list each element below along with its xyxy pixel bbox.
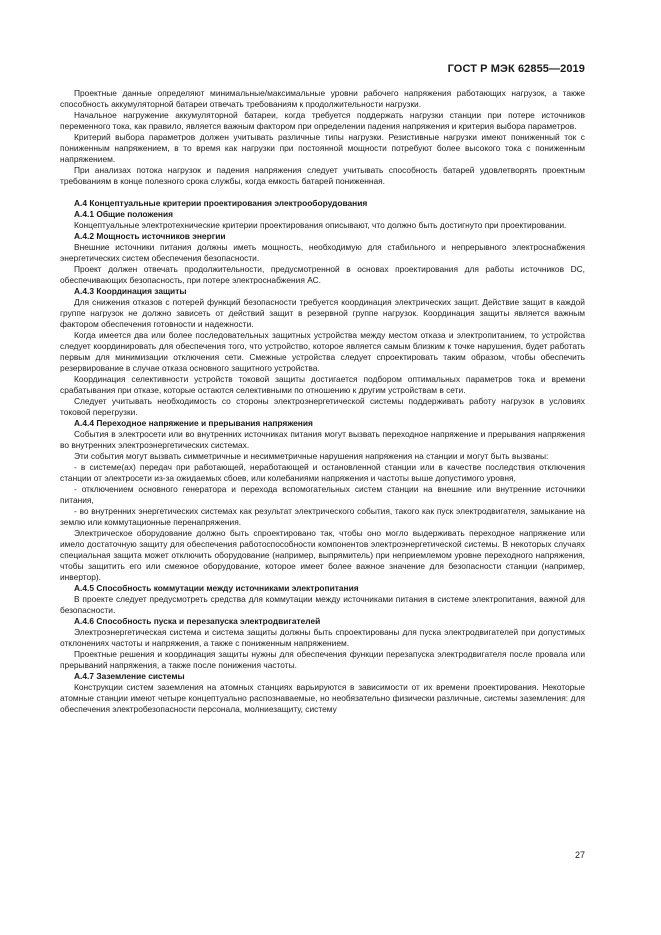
paragraph: Концептуальные электротехнические критерии проектирования описывают, что должно быть достигнуто при проектировании. — [74, 220, 567, 230]
paragraph: Эти события могут вызвать симметричные и несимметричные нарушения напряжения на станции и могут быть вызваны: — [74, 451, 549, 461]
subsection-heading-a4-2: А.4.2 Мощность источников энергии — [74, 231, 226, 241]
paragraph: Проектные данные определяют минимальные/максимальные уровни рабочего напряжения работающих нагрузок, а также способность аккумуляторной батареи отвечать требованиям к продолжительности нагрузки. — [60, 88, 585, 109]
paragraph: При анализах потока нагрузок и падения напряжения следует учитывать способность батарей удовлетворять проектным требованиям в конце полезного срока службы, когда емкость батарей пониженная. — [60, 165, 585, 186]
list-item: - отключением основного генератора и перехода вспомогательных систем станции на внешние или внутренние источники питания, — [60, 484, 585, 505]
paragraph: В проекте следует предусмотреть средства для коммутации между источниками питания в системе электропитания, важной для безопасности. — [60, 594, 585, 615]
subsection-heading-a4-1: А.4.1 Общие положения — [74, 209, 173, 219]
paragraph: Проект должен отвечать продолжительности, предусмотренной в основах проектирования для работы источников DC, обеспечивающих безопасность, при потере электроснабжения АС. — [60, 264, 585, 285]
paragraph: Для снижения отказов с потерей функций безопасности требуется координация электрических защит. Действие защит в каждой группе нагрузок не должно зависеть от действий защит в резервной группе нагрузок. Координация защиты является важным фактором обеспечения готовности и надежности. — [60, 297, 585, 329]
paragraph: Электрическое оборудование должно быть спроектировано так, чтобы оно могло выдерживать переходное напряжение или имело достаточную защиту для обеспечения работоспособности компонентов электроэнергетической системы. В некоторых случаях специальная защита может отключить оборудование (например, выпрямитель) при неприемлемом уровне переходного напряжения, чтобы защитить его или смежное оборудование, которое имеет более важное значение для безопасности станции (например, инвертор). — [60, 528, 585, 582]
subsection-heading-a4-4: А.4.4 Переходное напряжение и прерывания напряжения — [74, 418, 313, 428]
paragraph: Следует учитывать необходимость со стороны электроэнергетической системы поддерживать работу нагрузок в условиях токовой перегрузки. — [60, 396, 585, 417]
subsection-heading-a4-5: А.4.5 Способность коммутации между источниками электропитания — [74, 583, 359, 593]
paragraph: Проектные решения и координация защиты нужны для обеспечения функции перезапуска электродвигателя после провала или прерываний напряжения, а также после понижения частоты. — [60, 649, 585, 670]
subsection-heading-a4-3: А.4.3 Координация защиты — [74, 286, 187, 296]
paragraph: Координация селективности устройств токовой защиты достигается подбором оптимальных параметров тока и времени срабатывания при отказе, которые остаются селективными по отношению к другим устройствам в сети. — [60, 374, 585, 395]
page-number: 27 — [574, 850, 585, 860]
standard-designation: ГОСТ Р МЭК 62855—2019 — [447, 63, 585, 75]
section-heading-a4: А.4 Концептуальные критерии проектирования электрооборудования — [74, 198, 368, 208]
paragraph: События в электросети или во внутренних источниках питания могут вызвать переходное напряжение и прерывания напряжения во внутренних электроэнергетических системах. — [60, 429, 585, 450]
paragraph: Когда имеется два или более последовательных защитных устройства между местом отказа и электропитанием, то устройства следует координировать для обеспечения того, что устройство, которое является самым близким к точке нарушения, будет работать первым для минимизации отключения сети. Смежные устройства следует спроектировать таким образом, чтобы обеспечить резервирование в случае отказа основного защитного устройства. — [60, 330, 585, 373]
list-item: - в системе(ах) передач при работающей, неработающей и остановленной станции или в качестве последствия отключения станции от электросети из-за ожидаемых сбоев, или колебаниями напряжения и частоты выше допустимого уровня, — [60, 462, 585, 483]
paragraph: Критерий выбора параметров должен учитывать различные типы нагрузки. Резистивные нагрузки имеют пониженный ток с пониженным напряжением, в то время как нагрузки при постоянной мощности потребуют более высокого тока с пониженным напряжением. — [60, 132, 585, 164]
paragraph: Электроэнергетическая система и система защиты должны быть спроектированы для пуска электродвигателей при допустимых отклонениях частоты и напряжения, а также с пониженным напряжением. — [60, 627, 585, 648]
list-item: - во внутренних энергетических системах как результат электрического события, такого как пуск электродвигателя, замыкание на землю или коммутационные перенапряжения. — [60, 506, 585, 527]
paragraph: Начальное нагружение аккумуляторной батареи, когда требуется поддержать нагрузки станции при потере источников переменного тока, как правило, является важным фактором при определении падения напряжения и критерия выбора параметров. — [60, 110, 585, 131]
paragraph: Внешние источники питания должны иметь мощность, необходимую для стабильного и непрерывного электроснабжения энергетических систем обеспечения безопасности. — [60, 242, 585, 263]
paragraph: Конструкции систем заземления на атомных станциях варьируются в зависимости от их времени проектирования. Некоторые атомные станции имеют четыре концептуально распознаваемые, но необязательно физически различные, системы заземления: для обеспечения электробезопасности персонала, молниезащиту, систему — [60, 682, 585, 714]
document-body — [60, 88, 585, 715]
subsection-heading-a4-7: А.4.7 Заземление системы — [74, 671, 185, 681]
subsection-heading-a4-6: А.4.6 Способность пуска и перезапуска электродвигателей — [74, 616, 321, 626]
